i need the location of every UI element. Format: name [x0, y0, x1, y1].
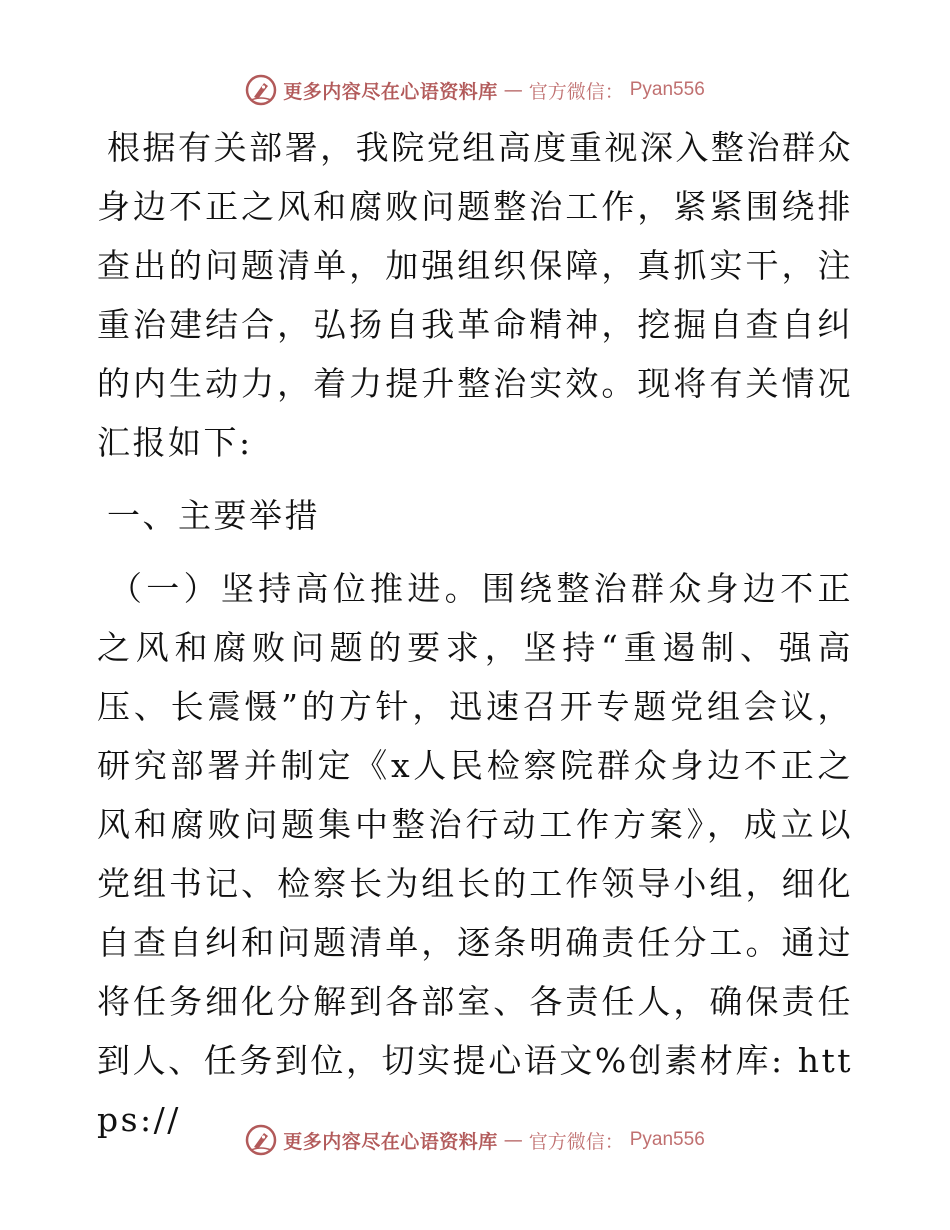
banner-wechat-label: 官方微信：: [528, 80, 624, 103]
section-heading-1: 一、主要举措: [107, 496, 320, 535]
pen-nib-logo-icon: [245, 74, 277, 106]
banner-main-text: 更多内容尽在心语资料库: [283, 1130, 498, 1153]
banner-main-text: 更多内容尽在心语资料库: [283, 80, 498, 103]
banner-dash: —: [503, 1129, 523, 1151]
section-paragraph-1: （一）坚持高位推进。围绕整治群众身边不正之风和腐败问题的要求，坚持“重遏制、强高压、长震慑”的方针，迅速召开专题党组会议，研究部署并制定《x人民检察院群众身边不正之风和腐败问题集中整治行动工作方案》，成立以党组书记、检察长为组长的工作领导小组，细化自查自纠和问题清单，逐条明确责任分工。通过将任务细化分解到各部室、各责任人，确保责任到人、任务到位，切实提心语文%创素材库: https://: [97, 569, 853, 1139]
banner-wechat-id: Pyan556: [629, 79, 705, 100]
intro-paragraph: 根据有关部署，我院党组高度重视深入整治群众身边不正之风和腐败问题整治工作，紧紧围绕排查出的问题清单，加强组织保障，真抓实干，注重治建结合，弘扬自我革命精神，挖掘自查自纠的内生动力，着力提升整治实效。现将有关情况汇报如下:: [97, 128, 853, 462]
banner-dash: —: [503, 79, 523, 101]
pen-nib-logo-icon: [245, 1124, 277, 1156]
footer-banner: [0, 1120, 950, 1160]
banner-wechat-id: Pyan556: [629, 1129, 705, 1150]
header-banner: [0, 70, 950, 110]
document-body: [97, 118, 853, 1149]
banner-wechat-label: 官方微信：: [528, 1130, 624, 1153]
